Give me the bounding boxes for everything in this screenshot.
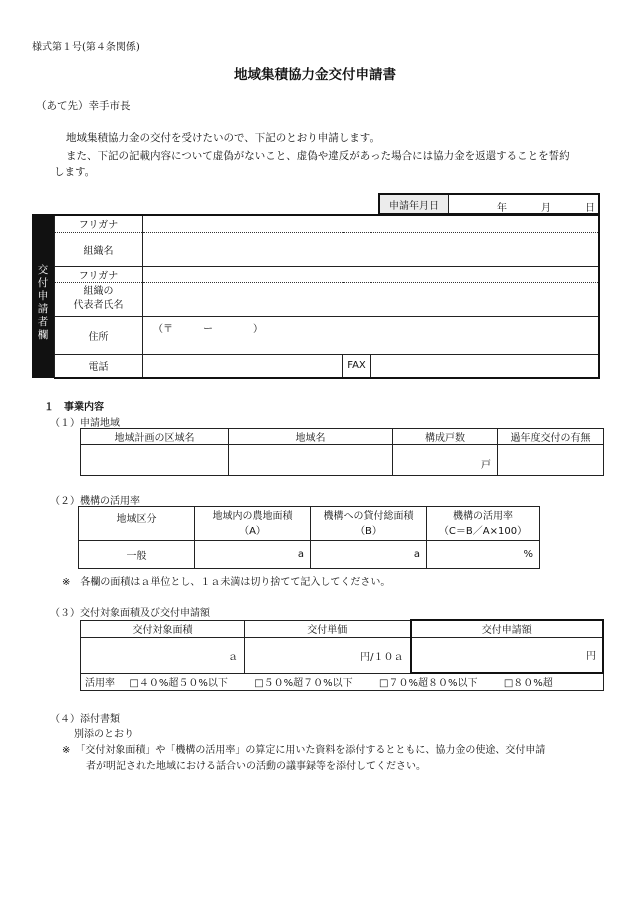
util-area-b-unit: a [413,549,420,560]
area-label: （１）申請地域 [50,418,120,429]
rep-name-label-line1: 組織の [83,286,114,297]
area-header-households: 構成戸数 [393,429,498,445]
grant-price-unit: 円/１０ａ [360,651,404,663]
applicant-table [54,214,600,379]
org-name-label: 組織名 [55,232,143,266]
addressee: （あて先）幸手市長 [36,100,131,112]
households-unit: 戸 [481,460,491,471]
area-header-past: 過年度交付の有無 [498,429,604,445]
util-rate-input[interactable] [427,541,540,569]
attachments-line: 別添のとおり [74,729,134,740]
area-table [80,428,604,476]
rep-name-input[interactable] [143,282,600,316]
grant-rate-row [81,673,604,690]
furigana-label-1: フリガナ [55,215,143,232]
grant-header-area: 交付対象面積 [81,620,245,637]
grant-area-unit: ａ [228,651,238,663]
rate-option-50-70[interactable]: □５０%超７０%以下 [254,678,353,690]
util-header-area-b [311,507,427,541]
grant-amount-unit: 円 [586,651,596,663]
grant-price-input[interactable] [245,637,411,673]
util-header-area-a-text: 地域内の農地面積 [212,510,293,522]
applicant-section-label [32,214,54,378]
attachments-note-1: ※ 「交付対象面積」や「機構の活用率」の算定に用いた資料を添付するとともに、協力金の使途、交付申請 [62,745,546,756]
util-header-category: 地域区分 [79,507,195,541]
utilization-label: （２）機構の活用率 [50,496,140,507]
util-area-a-input[interactable] [195,541,311,569]
year-label: 年 [497,203,507,214]
util-header-rate-sub: （C＝B／A×100） [438,525,528,537]
area-name-input[interactable] [229,445,393,476]
application-date-box [378,193,600,215]
util-area-b-input[interactable] [311,541,427,569]
fax-input[interactable] [371,354,600,378]
furigana-label-2: フリガナ [55,266,143,282]
grant-area-input[interactable] [81,637,245,673]
grant-label: （３）交付対象面積及び交付申請額 [50,608,210,619]
fax-label: FAX [343,354,371,378]
application-date-field[interactable] [449,194,600,214]
postal-code-field: （〒 ー ） [153,323,263,335]
util-header-area-b-text: 機構への貸付総面積 [323,510,414,522]
address-label: 住所 [55,316,143,354]
util-header-rate [427,507,540,541]
applicant-section-text: 交付申請者欄 [37,264,49,341]
page-title: 地域集積協力金交付申請書 [234,67,396,83]
grant-table [80,619,604,691]
households-input[interactable] [393,445,498,476]
util-rate-unit: % [523,549,533,560]
rep-name-label-line2: 代表者氏名 [73,300,124,311]
phone-input[interactable] [143,354,343,378]
rep-furigana-input[interactable] [143,266,600,282]
utilization-note: ※ 各欄の面積はａ単位とし、１ａ未満は切り捨てて記入してください。 [62,577,391,588]
util-header-area-b-sub: （B） [355,525,382,537]
grant-amount-input[interactable] [411,637,604,673]
area-plan-input[interactable] [81,445,229,476]
address-input[interactable] [143,316,600,354]
intro-line-2: また、下記の記載内容について虚偽がないこと、虚偽や違反があった場合には協力金を返還することを誓約 [66,150,570,162]
month-label: 月 [541,203,551,214]
util-header-area-a-sub: （A） [239,525,266,537]
attachments-note-2: 者が明記された地域における話合いの活動の議事録等を添付してください。 [86,761,426,772]
intro-line-1: 地域集積協力金の交付を受けたいので、下記のとおり申請します。 [66,132,380,144]
application-date-label: 申請年月日 [379,194,449,214]
org-name-input[interactable] [143,232,600,266]
rate-option-70-80[interactable]: □７０%超８０%以下 [379,678,478,690]
attachments-label: （４）添付書類 [50,714,120,725]
area-header-name: 地域名 [229,429,393,445]
grant-header-amount: 交付申請額 [411,620,604,637]
rate-option-80-plus[interactable]: □８０%超 [503,678,553,690]
form-number: 様式第１号(第４条関係) [32,42,140,53]
area-header-plan: 地域計画の区域名 [81,429,229,445]
rate-option-40-50[interactable]: □４０%超５０%以下 [129,678,228,690]
past-grant-input[interactable] [498,445,604,476]
util-category-value: 一般 [79,541,195,569]
day-label: 日 [585,203,595,214]
phone-label: 電話 [55,354,143,378]
org-furigana-input[interactable] [143,215,600,232]
rep-name-label [55,282,143,316]
utilization-table [78,506,540,569]
grant-header-price: 交付単価 [245,620,411,637]
util-header-area-a [195,507,311,541]
util-header-rate-text: 機構の活用率 [453,510,513,522]
util-area-a-unit: a [297,549,304,560]
section-1-heading: １ 事業内容 [44,402,104,413]
intro-line-3: します。 [54,166,96,178]
grant-rate-label: 活用率 [85,678,115,690]
